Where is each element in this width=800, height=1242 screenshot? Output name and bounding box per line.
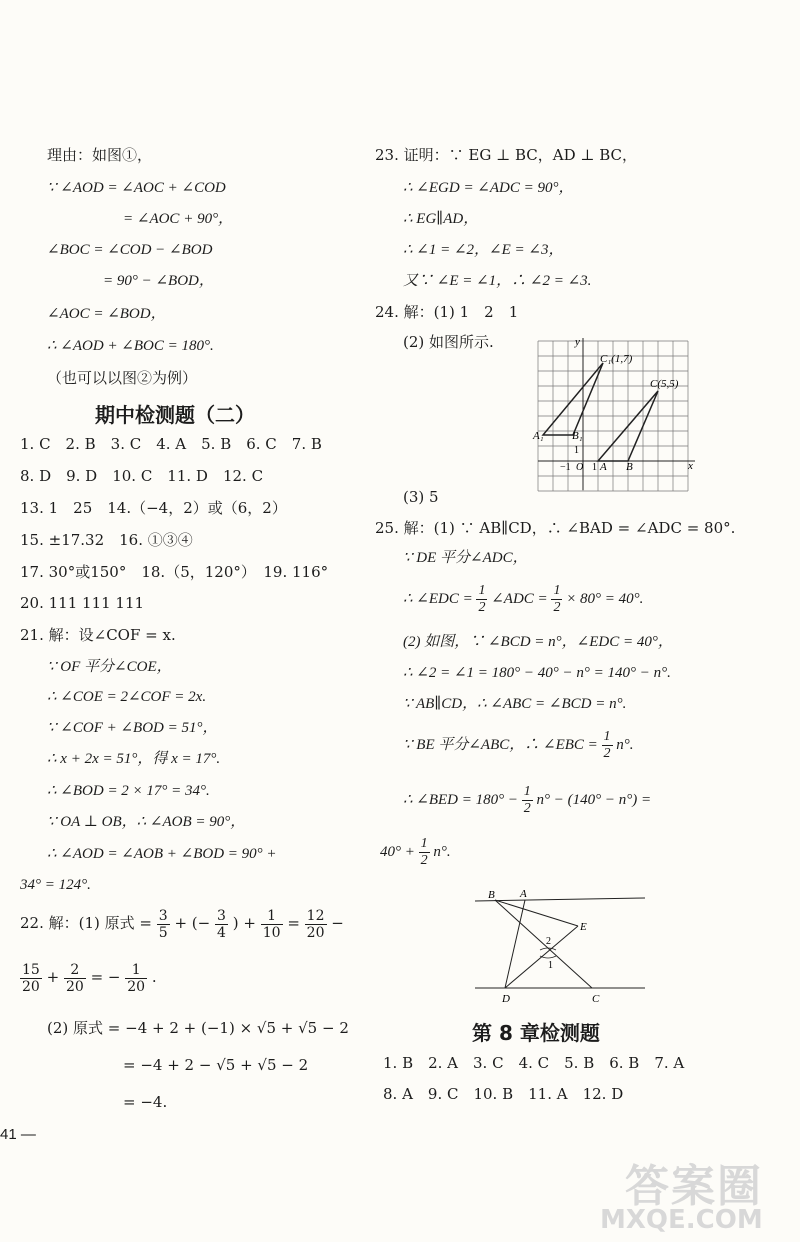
proof-note: （也可以以图②为例） <box>47 369 198 387</box>
q25-text: ∴ ∠EDC = <box>403 591 473 607</box>
segment-be <box>495 900 578 926</box>
denominator: 20 <box>65 978 84 995</box>
label-y: y <box>575 336 580 348</box>
q25-text: ∠ADC = <box>491 591 548 607</box>
q22-line <box>20 903 344 943</box>
q23-line: ∴ EG∥AD， <box>403 211 479 227</box>
q25-line <box>403 725 634 765</box>
fraction <box>261 908 283 941</box>
q25-text: n° − (140° − n°) = <box>536 792 652 808</box>
denominator: 5 <box>158 924 168 941</box>
q23-line: 又∵ ∠E = ∠1，∴ ∠2 = ∠3. <box>403 273 592 289</box>
fraction <box>602 729 613 762</box>
label-one-y: 1 <box>574 445 579 456</box>
segment-ad <box>505 900 525 988</box>
answer-line: 17. 30°或150° 18.（5，120°） 19. 116° <box>20 563 329 581</box>
fraction <box>64 962 86 995</box>
q25-text: ∴ ∠BED = 180° − <box>403 792 519 808</box>
fraction <box>20 962 42 995</box>
q25-text: 40° + <box>380 844 415 860</box>
label-1: 1 <box>548 960 553 971</box>
q22-text: . <box>151 968 157 986</box>
q25-text: n°. <box>616 737 634 753</box>
q25-text: n°. <box>433 844 451 860</box>
q21-line: ∴ x + 2x = 51°，得 x = 17°. <box>47 751 221 767</box>
label-c: C <box>592 993 600 1005</box>
page-number: 41 — <box>0 1126 36 1143</box>
q21-line: ∵ ∠COF + ∠BOD = 51°， <box>47 720 218 736</box>
watermark-url: MXQE.COM <box>600 1205 763 1235</box>
proof-line: = ∠AOC + 90°， <box>123 211 234 227</box>
denominator: 2 <box>420 853 428 869</box>
numerator: 1 <box>420 836 428 852</box>
q22-line: (2) 原式 = −4 + 2 + (−1) × √5 + √5 − 2 <box>47 1019 349 1037</box>
numerator: 1 <box>523 784 531 800</box>
numerator: 1 <box>125 962 147 979</box>
q22-text: ) + <box>232 914 256 932</box>
numerator: 3 <box>217 907 226 924</box>
proof-line: ∠BOC = ∠COD − ∠BOD <box>47 242 213 258</box>
q25-line: (2) 如图，∵ ∠BCD = n°，∠EDC = 40°， <box>403 634 673 650</box>
fraction <box>125 962 147 995</box>
denominator: 2 <box>523 801 531 817</box>
label-o: O <box>576 462 584 473</box>
q21-line: ∵ OF 平分∠COE， <box>47 659 172 675</box>
numerator: 1 <box>261 908 283 925</box>
q21-line: ∴ ∠AOD = ∠AOB + ∠BOD = 90° + <box>47 846 277 862</box>
q21-line: 21. 解：设∠COF = x. <box>20 626 176 644</box>
segment-bc <box>495 900 592 988</box>
q22-line: = −4 + 2 − √5 + √5 − 2 <box>123 1056 309 1074</box>
q25-text: ∵ BE 平分∠ABC，∴ ∠EBC = <box>403 737 598 753</box>
answer-line: 13. 1 25 14.（−4，2）或（6，2） <box>20 499 287 517</box>
q25-line <box>403 780 651 820</box>
q23-line: 23. 证明：∵ EG ⊥ BC，AD ⊥ BC， <box>375 146 638 164</box>
numerator: 15 <box>22 961 40 978</box>
angle-mark <box>540 948 556 950</box>
q24-line: (3) 5 <box>403 488 439 506</box>
numerator: 1 <box>553 583 561 599</box>
q25-line <box>403 579 643 619</box>
q21-line: ∵ OA ⊥ OB，∴ ∠AOB = 90°， <box>47 814 246 830</box>
q24-line: 24. 解：(1) 1 2 1 <box>375 303 519 321</box>
q22-text: + (− <box>174 914 211 932</box>
line-ab <box>475 898 645 901</box>
fraction <box>305 908 327 941</box>
answer-line: 1. B 2. A 3. C 4. C 5. B 6. B 7. A <box>383 1054 685 1072</box>
proof-line: ∴ ∠AOD + ∠BOC = 180°. <box>47 338 214 354</box>
section-heading-midterm: 期中检测题（二） <box>95 403 255 427</box>
label-a: A <box>520 888 527 900</box>
label-c1: C₁(1,7) <box>600 353 633 365</box>
q25-text: × 80° = 40°. <box>566 591 644 607</box>
fraction <box>522 784 533 817</box>
q21-line: 34° = 124°. <box>20 877 91 893</box>
q25-line: ∵ AB∥CD，∴ ∠ABC = ∠BCD = n°. <box>403 696 627 712</box>
q22-line: = −4. <box>123 1093 168 1111</box>
numerator: 12 <box>306 907 325 924</box>
fraction <box>419 836 430 869</box>
q22-text: = − <box>90 968 121 986</box>
label-b: B <box>626 461 633 473</box>
answer-line: 8. D 9. D 10. C 11. D 12. C <box>20 467 264 485</box>
answer-line: 8. A 9. C 10. B 11. A 12. D <box>383 1085 624 1103</box>
q21-line: ∴ ∠BOD = 2 × 17° = 34°. <box>47 783 210 799</box>
label-b1: B₁ <box>572 430 583 442</box>
fraction <box>476 583 487 616</box>
reason-line: 理由：如图①， <box>47 146 153 164</box>
q22-text: − <box>331 914 344 932</box>
denominator: 10 <box>262 924 281 941</box>
proof-line: ∠AOC = ∠BOD， <box>47 306 166 322</box>
fraction <box>157 908 170 941</box>
watermark-text: 答案圈 <box>625 1161 763 1212</box>
numerator: 1 <box>603 729 611 745</box>
label-x: x <box>688 460 693 472</box>
q22-line <box>20 957 157 997</box>
fraction <box>551 583 562 616</box>
proof-line: = 90° − ∠BOD， <box>103 273 214 289</box>
answer-line: 1. C 2. B 3. C 4. A 5. B 6. C 7. B <box>20 435 322 453</box>
q22-text: + <box>46 968 60 986</box>
q25-line: 25. 解：(1) ∵ AB∥CD，∴ ∠BAD = ∠ADC = 80°. <box>375 519 736 537</box>
q22-text: = <box>287 914 300 932</box>
answer-line: 15. ±17.32 16. ①③④ <box>20 531 193 549</box>
label-d: D <box>502 993 510 1005</box>
denominator: 2 <box>478 600 486 616</box>
denominator: 2 <box>553 600 561 616</box>
q21-line: ∴ ∠COE = 2∠COF = 2x. <box>47 689 207 705</box>
label-b: B <box>488 889 495 901</box>
label-a: A <box>600 461 607 473</box>
q25-line <box>380 832 451 872</box>
numerator: 3 <box>158 907 168 924</box>
denominator: 20 <box>306 924 325 941</box>
proof-line: ∵ ∠AOD = ∠AOC + ∠COD <box>47 180 226 196</box>
triangle-a1b1c1 <box>543 363 603 435</box>
label-e: E <box>580 921 587 933</box>
parallel-lines-figure <box>470 888 650 1010</box>
denominator: 20 <box>22 978 40 995</box>
q25-line: ∵ DE 平分∠ADC， <box>403 550 528 566</box>
fraction <box>215 908 228 941</box>
label-a1: A₁ <box>533 430 544 442</box>
q25-line: ∴ ∠2 = ∠1 = 180° − 40° − n° = 140° − n°. <box>403 665 671 681</box>
label-2: 2 <box>546 936 551 947</box>
q24-line: (2) 如图所示. <box>403 333 494 351</box>
numerator: 1 <box>478 583 486 599</box>
q23-line: ∴ ∠EGD = ∠ADC = 90°， <box>403 180 574 196</box>
q22-text: 22. 解：(1) 原式 = <box>20 914 152 932</box>
label-c: C(5,5) <box>650 378 679 390</box>
section-heading-chapter8: 第 8 章检测题 <box>472 1021 600 1045</box>
denominator: 2 <box>603 746 611 762</box>
denominator: 4 <box>217 924 226 941</box>
denominator: 20 <box>127 978 146 995</box>
label-one-x: 1 <box>592 462 597 473</box>
label-neg1: −1 <box>560 462 571 473</box>
answer-line: 20. 111 111 111 <box>20 594 145 612</box>
q23-line: ∴ ∠1 = ∠2，∠E = ∠3， <box>403 242 564 258</box>
numerator: 2 <box>64 962 86 979</box>
coordinate-grid-figure <box>530 335 700 495</box>
